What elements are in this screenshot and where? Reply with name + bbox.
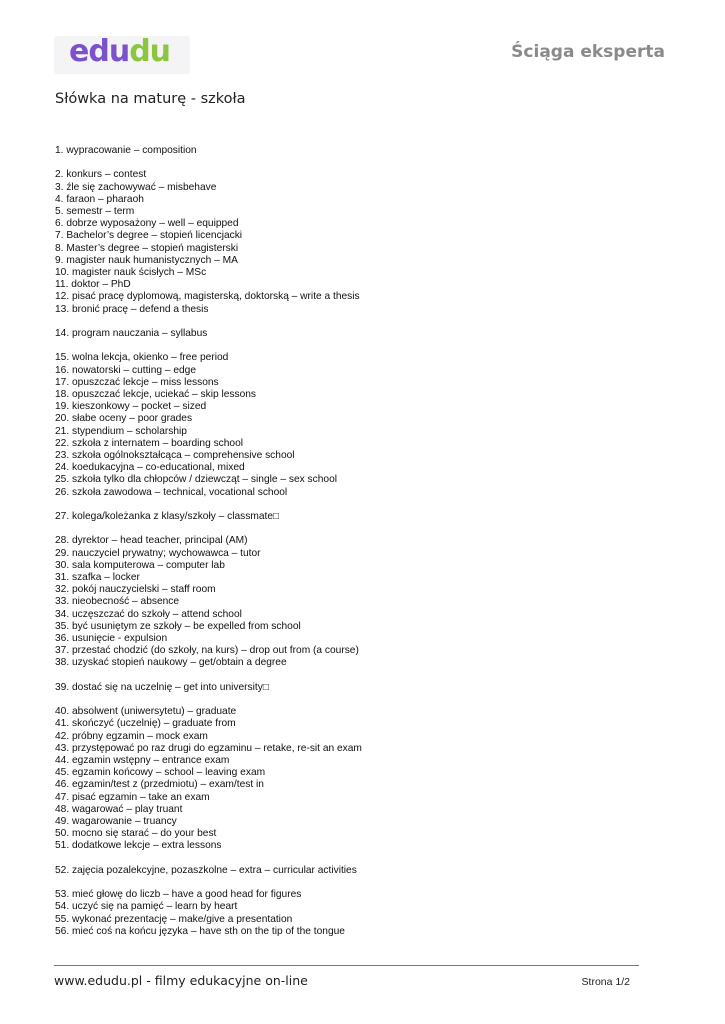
vocab-item: 21. stypendium – scholarship <box>55 425 187 437</box>
vocab-item: 41. skończyć (uczelnię) – graduate from <box>55 718 236 730</box>
vocab-item: 56. mieć coś na końcu języka – have sth on the tip of the tongue <box>55 925 345 937</box>
vocab-item: 54. uczyć się na pamięć – learn by heart <box>55 901 238 913</box>
vocab-item: 33. nieobecność – absence <box>55 596 180 608</box>
vocab-item: 10. magister nauk ścisłych – MSc <box>55 267 207 279</box>
vocab-item: 1. wypracowanie – composition <box>55 145 197 156</box>
vocab-item: 20. słabe oceny – poor grades <box>55 413 193 425</box>
vocab-item: 35. być usuniętym ze szkoły – be expelled from school <box>55 620 301 632</box>
vocab-item: 29. nauczyciel prywatny; wychowawca – tutor <box>55 547 261 559</box>
vocab-item: 12. pisać pracę dyplomową, magisterską, doktorską – write a thesis <box>55 291 360 303</box>
vocab-group <box>55 706 675 852</box>
vocab-item: 45. egzamin końcowy – school – leaving exam <box>55 767 266 779</box>
vocabulary-list <box>55 145 675 950</box>
vocab-item: 49. wagarowanie – truancy <box>55 816 177 828</box>
vocab-item: 36. usunięcie - expulsion <box>55 633 168 645</box>
vocab-group <box>55 682 675 694</box>
vocab-item: 14. program nauczania – syllabus <box>55 328 208 340</box>
vocab-item: 55. wykonać prezentację – make/give a presentation <box>55 913 293 925</box>
vocab-item: 15. wolna lekcja, okienko – free period <box>55 352 229 364</box>
vocab-item: 2. konkurs – contest <box>55 169 147 181</box>
vocab-group <box>55 328 675 340</box>
vocab-item: 5. semestr – term <box>55 206 135 217</box>
vocab-group <box>55 535 675 669</box>
vocab-item: 9. magister nauk humanistycznych – MA <box>55 254 238 266</box>
vocab-item: 32. pokój nauczycielski – staff room <box>55 584 216 596</box>
vocab-group <box>55 352 675 498</box>
page-title: Słówka na maturę - szkoła <box>55 91 246 107</box>
vocab-item: 6. dobrze wyposażony – well – equipped <box>55 218 239 230</box>
vocab-item: 47. pisać egzamin – take an exam <box>55 791 210 803</box>
vocab-item: 18. opuszczać lekcje, uciekać – skip lessons <box>55 389 257 401</box>
vocab-item: 25. szkoła tylko dla chłopców / dziewcząt – single – sex school <box>55 474 337 486</box>
vocab-item: 22. szkoła z internatem – boarding school <box>55 437 244 449</box>
vocab-item: 43. przystępować po raz drugi do egzaminu – retake, re-sit an exam <box>55 742 362 754</box>
footer-divider <box>54 965 639 966</box>
vocab-item: 4. faraon – pharaoh <box>55 193 144 205</box>
vocab-group <box>55 865 675 877</box>
vocab-item: 51. dodatkowe lekcje – extra lessons <box>55 840 222 852</box>
vocab-item: 8. Master’s degree – stopień magisterski <box>55 242 239 254</box>
vocab-item: 42. próbny egzamin – mock exam <box>55 730 208 742</box>
vocab-item: 19. kieszonkowy – pocket – sized <box>55 401 207 413</box>
vocab-item: 30. sala komputerowa – computer lab <box>55 559 225 571</box>
page-number: Strona 1/2 <box>581 976 630 988</box>
vocab-group <box>55 145 675 157</box>
vocab-item: 52. zajęcia pozalekcyjne, pozaszkolne – extra – curricular activities <box>55 864 357 876</box>
vocab-item: 31. szafka – locker <box>55 572 140 584</box>
vocab-item: 7. Bachelor’s degree – stopień licencjacki <box>55 230 243 242</box>
footer-website-link[interactable]: www.edudu.pl - filmy edukacyjne on-line <box>54 973 308 988</box>
vocab-item: 48. wagarować – play truant <box>55 803 183 815</box>
vocab-group <box>55 169 675 315</box>
vocab-item: 50. mocno się starać – do your best <box>55 828 217 840</box>
vocab-item: 24. koedukacyjna – co-educational, mixed <box>55 462 245 474</box>
header-tagline: Ściąga eksperta <box>511 42 665 62</box>
vocab-item: 26. szkoła zawodowa – technical, vocational school <box>55 486 288 498</box>
vocab-item: 40. absolwent (uniwersytetu) – graduate <box>55 706 237 718</box>
vocab-item: 44. egzamin wstępny – entrance exam <box>55 755 230 767</box>
logo-text-edu: edu <box>69 34 130 69</box>
logo-text-du: du <box>129 34 171 69</box>
vocab-item: 11. doktor – PhD <box>55 279 131 291</box>
vocab-item: 53. mieć głowę do liczb – have a good head for figures <box>55 889 302 901</box>
edudu-logo[interactable] <box>54 36 190 74</box>
vocab-item: 39. dostać się na uczelnię – get into university□ <box>55 681 269 693</box>
vocab-item: 16. nowatorski – cutting – edge <box>55 364 197 376</box>
vocab-item: 3. źle się zachowywać – misbehave <box>55 181 217 193</box>
vocab-group <box>55 889 675 938</box>
vocab-item: 23. szkoła ogólnokształcąca – comprehensive school <box>55 450 295 462</box>
vocab-item: 38. uzyskać stopień naukowy – get/obtain a degree <box>55 657 287 669</box>
vocab-item: 34. uczęszczać do szkoły – attend school <box>55 608 242 620</box>
vocab-item: 13. bronić pracę – defend a thesis <box>55 303 209 315</box>
vocab-item: 37. przestać chodzić (do szkoły, na kurs) – drop out from (a course) <box>55 645 359 657</box>
vocab-item: 17. opuszczać lekcje – miss lessons <box>55 376 219 388</box>
vocab-item: 28. dyrektor – head teacher, principal (AM) <box>55 535 248 547</box>
vocab-group <box>55 511 675 523</box>
vocab-item: 27. kolega/koleżanka z klasy/szkoły – classmate□ <box>55 511 280 523</box>
vocab-item: 46. egzamin/test z (przedmiotu) – exam/test in <box>55 779 264 791</box>
